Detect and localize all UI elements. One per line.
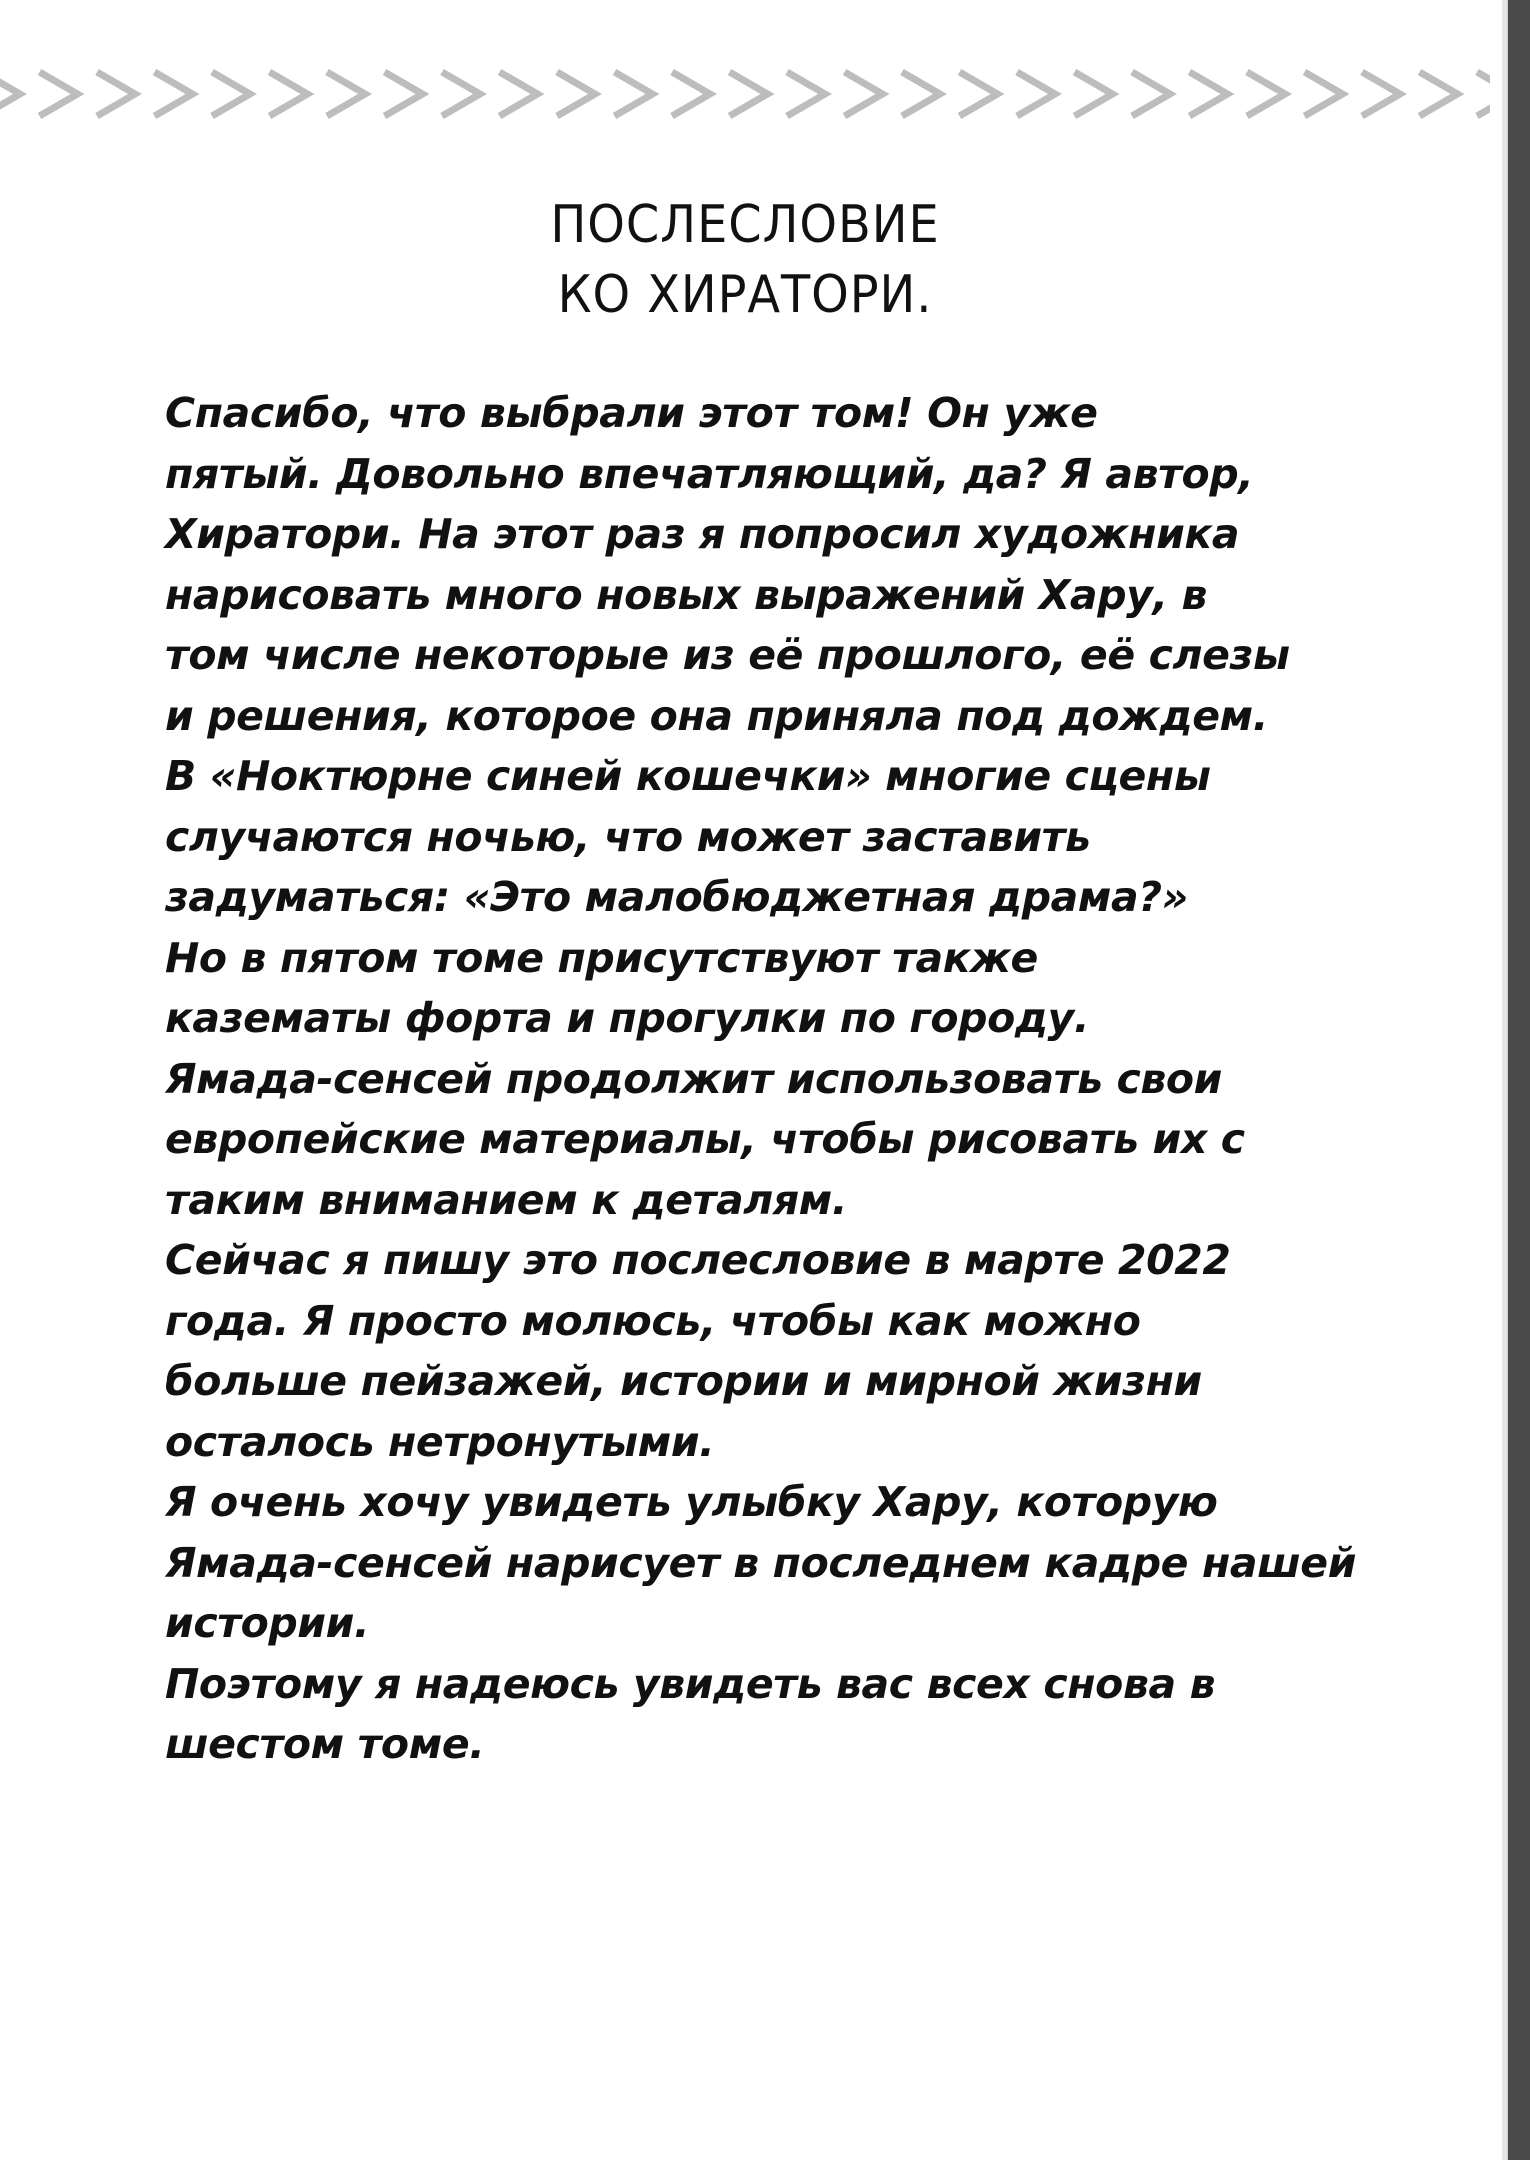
- text-line: Ямада-сенсей нарисует в последнем кадре нашей: [165, 1538, 1357, 1587]
- chevron-right-icon: [1247, 72, 1285, 116]
- chevron-right-icon: [155, 72, 193, 116]
- chevron-right-icon: [845, 72, 883, 116]
- text-line: пятый. Довольно впечатляющий, да? Я автор,: [165, 449, 1254, 498]
- chevron-right-icon: [212, 72, 250, 116]
- title-line: ПОСЛЕСЛОВИЕ: [550, 195, 940, 255]
- text-line: Хиратори. На этот раз я попросил художника: [165, 510, 1240, 558]
- chevron-right-icon: [730, 72, 768, 116]
- text-line: года. Я просто молюсь, чтобы как можно: [165, 1296, 1141, 1345]
- text-line: истории.: [165, 1599, 370, 1647]
- chevron-right-icon: [1362, 72, 1400, 116]
- chevron-right-icon: [787, 72, 825, 116]
- text-line: Я очень хочу увидеть улыбку Хару, которую: [165, 1478, 1218, 1526]
- chevron-right-icon: [270, 72, 308, 116]
- text-line: Ямада-сенсей продолжит использовать свои: [165, 1054, 1223, 1103]
- chevron-right-icon: [960, 72, 998, 116]
- chevron-right-icon: [1305, 72, 1343, 116]
- text-line: Но в пятом томе присутствуют также: [165, 933, 1038, 982]
- chevron-right-icon: [1190, 72, 1228, 116]
- chevron-right-icon: [97, 72, 135, 116]
- chevron-right-icon: [1420, 72, 1458, 116]
- chevron-right-icon: [40, 72, 78, 116]
- chevron-right-icon: [500, 72, 538, 116]
- afterword-text: [165, 383, 1405, 1775]
- chevron-right-icon: [557, 72, 595, 116]
- text-line: казематы форта и прогулки по городу.: [165, 994, 1090, 1042]
- text-line: и решения, которое она приняла под дождем.: [165, 691, 1268, 740]
- text-line: том числе некоторые из её прошлого, её слезы: [165, 631, 1290, 679]
- text-line: шестом томе.: [165, 1720, 485, 1768]
- chevron-right-icon: [615, 72, 653, 116]
- text-line: Сейчас я пишу это послесловие в марте 2022: [165, 1236, 1231, 1284]
- chevron-right-icon: [1075, 72, 1113, 116]
- text-line: таким вниманием к деталям.: [165, 1175, 848, 1224]
- text-line: задуматься: «Это малобюджетная драма?»: [165, 873, 1188, 921]
- chevron-right-icon: [0, 72, 20, 116]
- text-line: Поэтому я надеюсь увидеть вас всех снова в: [165, 1659, 1216, 1708]
- text-line: Спасибо, что выбрали этот том! Он уже: [165, 389, 1098, 437]
- text-line: европейские материалы, чтобы рисовать их с: [165, 1115, 1245, 1163]
- chevron-right-icon: [442, 72, 480, 116]
- chevron-right-icon: [327, 72, 365, 116]
- page-title: [60, 190, 1431, 330]
- chevron-right-icon: [0, 58, 1490, 130]
- chevron-right-icon: [1132, 72, 1170, 116]
- chevron-right-icon: [902, 72, 940, 116]
- chevron-right-icon: [1477, 72, 1490, 116]
- chevron-right-icon: [672, 72, 710, 116]
- title-line: КО ХИРАТОРИ.: [557, 265, 933, 325]
- text-line: нарисовать много новых выражений Хару, в: [165, 570, 1208, 619]
- text-line: осталось нетронутыми.: [165, 1417, 715, 1466]
- chevron-right-icon: [385, 72, 423, 116]
- text-line: больше пейзажей, истории и мирной жизни: [165, 1357, 1202, 1405]
- text-line: случаются ночью, что может заставить: [165, 812, 1091, 861]
- page-edge: [1507, 0, 1530, 2160]
- text-line: В «Ноктюрне синей кошечки» многие сцены: [165, 752, 1211, 800]
- chevron-border: [0, 58, 1490, 130]
- chevron-right-icon: [1017, 72, 1055, 116]
